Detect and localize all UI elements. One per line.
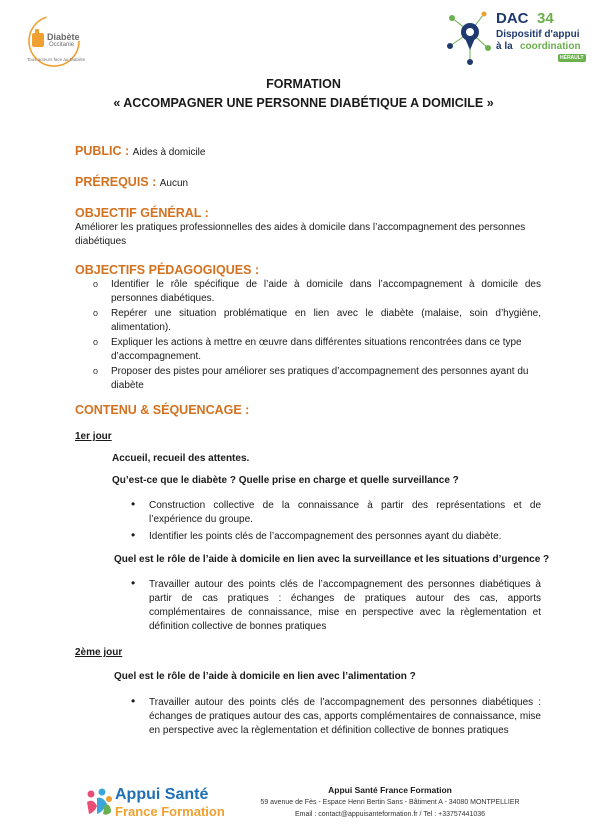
day1-question-2: Quel est le rôle de l’aide à domicile en lien avec la surveillance et les situations d’urgence ? — [114, 554, 550, 565]
footer-address: 59 avenue de Fès - Espace Henri Bertin Sans - Bâtiment A - 34080 MONTPELLIER — [260, 799, 520, 806]
doc-title: FORMATION — [266, 77, 341, 91]
day1-q1-item-1: Construction collective de la connaissance à partir des représentations et de l’expérience du groupe. — [149, 500, 541, 525]
bullet-icon: • — [131, 694, 136, 708]
day2-question-1: Quel est le rôle de l’aide à domicile en lien avec l’alimentation ? — [114, 671, 416, 682]
objectif-label: OBJECTIF GÉNÉRAL : — [75, 206, 209, 220]
prerequis-section — [75, 175, 188, 189]
diabete-occitanie-logo — [14, 14, 94, 68]
bullet-icon: • — [131, 528, 136, 542]
pedago-item-3: Expliquer les actions à mettre en œuvre dans différentes situations rencontrées dans ce type d’accompagnement. — [111, 337, 522, 362]
public-label: PUBLIC : — [75, 144, 130, 158]
pedago-item-2: Repérer une situation problématique en lien avec le diabète (malaise, soin d’hygiène, alimentation). — [111, 308, 541, 333]
appui-brand-1: Appui Santé — [115, 786, 209, 803]
dac-line2a: à la — [496, 41, 513, 52]
circle-bullet-icon: o — [93, 366, 99, 376]
pedago-label: OBJECTIFS PÉDAGOGIQUES : — [75, 263, 260, 277]
day1-q1-item-2: Identifier les points clés de l’accompagnement des personnes ayant du diabète. — [149, 531, 502, 542]
day2-q1-item-1: Travailler autour des points clés de l’accompagnement des personnes diabétiques : échanges de pratiques autour des cas, apports complémentaires de connaissance, mise en perspective avec la règlementation et définition collective de bonnes pratiques — [149, 697, 541, 736]
circle-bullet-icon: o — [93, 337, 99, 347]
day2-title: 2ème jour — [75, 647, 123, 658]
day1-welcome: Accueil, recueil des attentes. — [112, 453, 250, 464]
public-section — [75, 144, 205, 158]
prerequis-label: PRÉREQUIS : — [75, 175, 157, 189]
doc-subtitle: « ACCOMPAGNER UNE PERSONNE DIABÉTIQUE A DOMICILE » — [113, 96, 494, 110]
footer-org: Appui Santé France Formation — [328, 785, 452, 795]
objectif-text: Améliorer les pratiques professionnelles des aides à domicile dans l’accompagnement des personnes diabétiques — [75, 222, 526, 247]
pedago-item-4: Proposer des pistes pour améliorer ses pratiques d’accompagnement des personnes ayant du diabète — [111, 366, 529, 391]
logo-sub: Occitanie — [49, 42, 75, 48]
day1-title: 1er jour — [75, 431, 112, 442]
bullet-icon: • — [131, 497, 136, 511]
appui-brand-2: France Formation — [115, 804, 225, 819]
day1-q2-item-1: Travailler autour des points clés de l’accompagnement des personnes diabétiques à partir de cas pratiques : échanges de pratiques autour des cas, apports complémentaires de connaissance, mise en perspective avec la règlementation et définition collective de bonnes pratiques — [149, 579, 541, 632]
dac-brand: DAC — [496, 10, 529, 27]
day1-question-1: Qu’est-ce que le diabète ? Quelle prise en charge et quelle surveillance ? — [112, 475, 459, 486]
dac-line2b: coordination — [520, 41, 581, 52]
bullet-icon: • — [131, 576, 136, 590]
people-figures-icon — [85, 788, 113, 818]
dac-tag: HÉRAULT — [560, 55, 584, 61]
public-value: Aides à domicile — [132, 147, 206, 158]
network-pin-icon — [444, 8, 496, 68]
footer-contact: Email : contact@appuisanteformation.fr / Tel : +33757441036 — [294, 811, 486, 818]
logo-brand: Diabète — [47, 32, 80, 42]
dac-line1: Dispositif d'appui — [496, 29, 580, 40]
contenu-label: CONTENU & SÉQUENCAGE : — [75, 403, 250, 417]
prerequis-value: Aucun — [159, 178, 189, 189]
dac34-logo — [444, 8, 594, 68]
logo-tagline: Tous acteurs face au Diabète — [26, 57, 86, 62]
circle-bullet-icon: o — [93, 308, 99, 318]
appui-sante-logo — [85, 786, 235, 822]
dac-number: 34 — [537, 10, 554, 27]
pedago-item-1: Identifier le rôle spécifique de l’aide à domicile dans l’accompagnement à domicile des personnes diabétiques. — [111, 279, 541, 304]
circle-bullet-icon: o — [93, 279, 99, 289]
